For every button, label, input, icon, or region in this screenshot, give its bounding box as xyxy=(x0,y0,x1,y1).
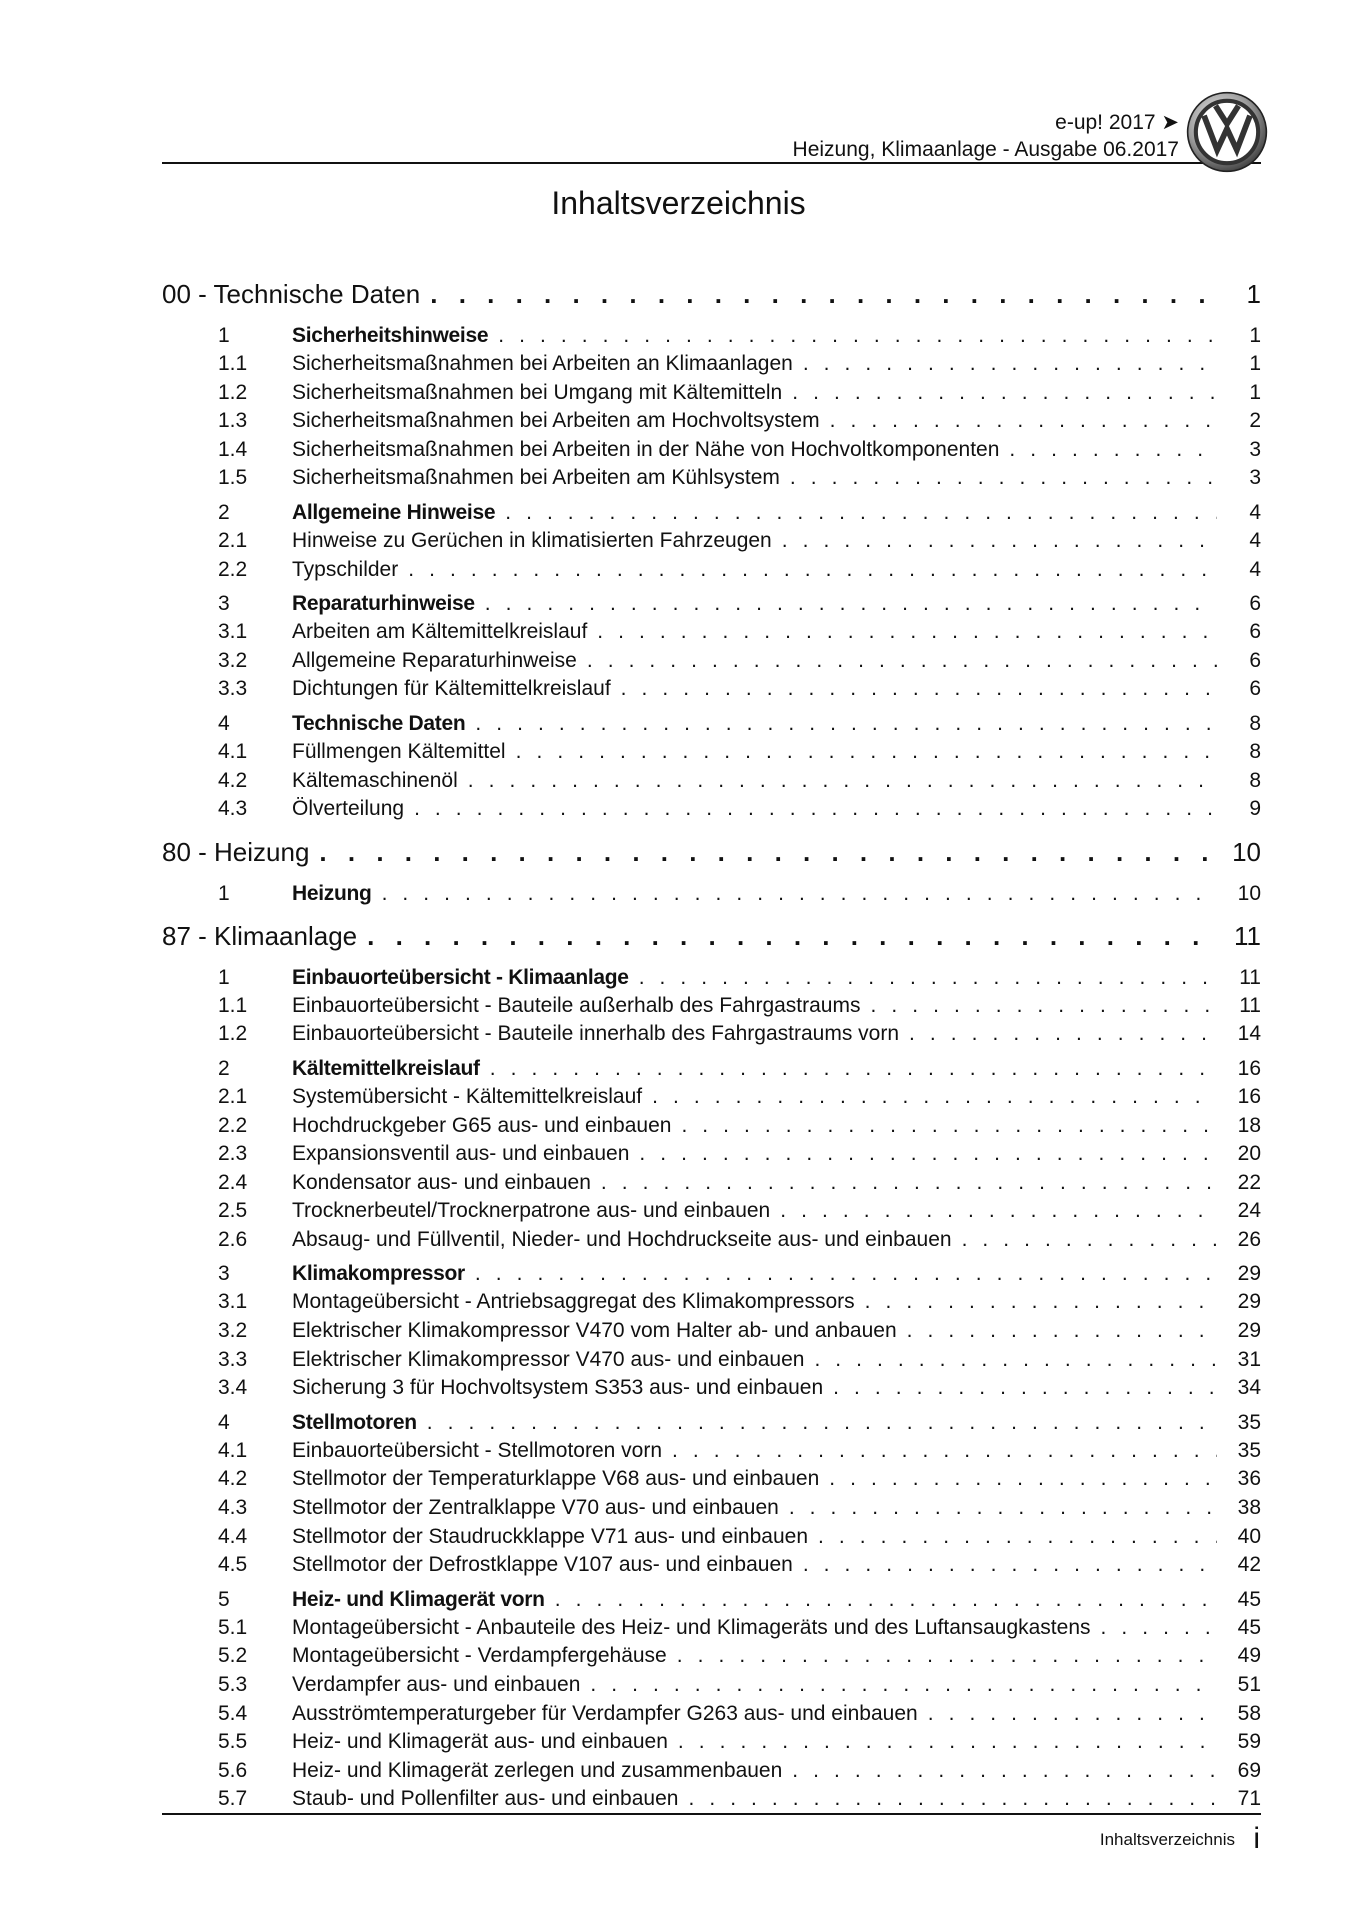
toc-entry-number: 1.4 xyxy=(218,437,248,461)
toc-entry-page: 34 xyxy=(1237,1376,1261,1400)
toc-entry-page: 29 xyxy=(1237,1319,1261,1343)
toc-dot-leader xyxy=(485,589,1217,618)
toc-entry-title: Heizung xyxy=(292,881,372,905)
toc-entry-title: Füllmengen Kältemittel xyxy=(292,739,506,763)
toc-entry-page: 22 xyxy=(1237,1170,1261,1194)
toc-entry-page: 16 xyxy=(1237,1084,1261,1108)
toc-entry-page: 24 xyxy=(1237,1199,1261,1223)
toc-entry-section[interactable] xyxy=(162,498,1261,527)
toc-entry-sub[interactable] xyxy=(162,1437,1261,1466)
toc-entry-number: 1.5 xyxy=(218,466,248,490)
header-model: e-up! 2017 ➤ xyxy=(1055,111,1179,134)
toc-entry-title: Klimakompressor xyxy=(292,1262,465,1286)
toc-entry-section[interactable] xyxy=(162,879,1261,908)
toc-dot-leader xyxy=(516,738,1217,767)
toc-entry-chapter[interactable] xyxy=(162,830,1261,874)
toc-entry-number: 1.1 xyxy=(218,993,248,1017)
toc-dot-leader xyxy=(830,407,1217,436)
toc-entry-title: Ausströmtemperaturgeber für Verdampfer G263 aus- und einbauen xyxy=(292,1701,918,1725)
toc-entry-title: Arbeiten am Kältemittelkreislauf xyxy=(292,620,588,644)
toc-entry-title: Stellmotor der Zentralklappe V70 aus- und einbauen xyxy=(292,1496,779,1520)
toc-entry-number: 2.5 xyxy=(218,1199,248,1223)
toc-entry-number: 4.3 xyxy=(218,1496,248,1520)
toc-entry-page: 59 xyxy=(1237,1730,1261,1754)
toc-entry-number: 4.5 xyxy=(218,1553,248,1577)
toc-entry-title: Sicherheitsmaßnahmen bei Arbeiten am Hochvoltsystem xyxy=(292,409,820,433)
toc-entry-page: 10 xyxy=(1232,836,1261,867)
toc-entry-title: Technische Daten xyxy=(292,711,466,735)
toc-entry-page: 18 xyxy=(1237,1113,1261,1137)
toc-dot-leader xyxy=(590,1671,1217,1700)
toc-dot-leader xyxy=(639,1140,1217,1169)
toc-dot-leader xyxy=(652,1083,1217,1112)
toc-entry-title: Hinweise zu Gerüchen in klimatisierten Fahrzeugen xyxy=(292,528,772,552)
toc-entry-page: 69 xyxy=(1237,1758,1261,1782)
toc-entry-sub[interactable] xyxy=(162,1465,1261,1494)
toc-entry-number: 4 xyxy=(218,1410,230,1434)
toc-entry-page: 6 xyxy=(1249,677,1261,701)
toc-entry-title: Montageübersicht - Anbauteile des Heiz- und Klimageräts und des Luftansaugkastens xyxy=(292,1615,1091,1639)
toc-entry-number: 5 xyxy=(218,1587,230,1611)
toc-entry-sub[interactable] xyxy=(162,436,1261,465)
toc-dot-leader xyxy=(597,618,1217,647)
toc-dot-leader xyxy=(829,1465,1217,1494)
table-of-contents xyxy=(162,266,1261,1814)
toc-dot-leader xyxy=(865,1288,1217,1317)
toc-entry-title: Reparaturhinweise xyxy=(292,592,475,616)
page-title: Inhaltsverzeichnis xyxy=(551,185,806,221)
toc-entry-number: 3.1 xyxy=(218,620,248,644)
toc-dot-leader xyxy=(688,1785,1217,1814)
toc-entry-title: Montageübersicht - Verdampfergehäuse xyxy=(292,1644,667,1668)
toc-entry-number: 3 xyxy=(218,1262,230,1286)
toc-entry-page: 45 xyxy=(1237,1587,1261,1611)
toc-entry-title: Sicherheitsmaßnahmen bei Umgang mit Kältemitteln xyxy=(292,380,783,404)
toc-entry-title: 87 - Klimaanlage xyxy=(162,920,358,951)
toc-entry-sub[interactable] xyxy=(162,407,1261,436)
toc-entry-page: 8 xyxy=(1249,768,1261,792)
toc-entry-title: Dichtungen für Kältemittelkreislauf xyxy=(292,677,611,701)
toc-entry-page: 26 xyxy=(1237,1227,1261,1251)
toc-entry-sub[interactable] xyxy=(162,1140,1261,1169)
toc-entry-title: Systemübersicht - Kältemittelkreislauf xyxy=(292,1084,643,1108)
toc-dot-leader xyxy=(870,992,1217,1021)
toc-entry-page: 11 xyxy=(1239,993,1261,1017)
toc-entry-page: 4 xyxy=(1249,557,1261,581)
toc-entry-title: Stellmotor der Temperaturklappe V68 aus- und einbauen xyxy=(292,1467,820,1491)
toc-dot-leader xyxy=(621,675,1217,704)
toc-entry-title: Typschilder xyxy=(292,557,399,581)
toc-dot-leader xyxy=(639,963,1217,992)
toc-dot-leader xyxy=(681,1112,1217,1141)
toc-entry-number: 1.2 xyxy=(218,380,248,404)
toc-dot-leader xyxy=(928,1700,1217,1729)
toc-entry-number: 5.4 xyxy=(218,1701,248,1725)
toc-entry-page: 4 xyxy=(1249,528,1261,552)
toc-entry-page: 4 xyxy=(1249,500,1261,524)
toc-entry-page: 42 xyxy=(1237,1553,1261,1577)
toc-entry-sub[interactable] xyxy=(162,1197,1261,1226)
toc-entry-section[interactable] xyxy=(162,1259,1261,1288)
toc-entry-title: Stellmotoren xyxy=(292,1410,417,1434)
toc-entry-title: Heiz- und Klimagerät vorn xyxy=(292,1587,545,1611)
toc-entry-number: 4.1 xyxy=(218,1438,248,1462)
toc-entry-sub[interactable] xyxy=(162,1112,1261,1141)
toc-entry-page: 71 xyxy=(1237,1787,1261,1811)
toc-dot-leader xyxy=(833,1374,1217,1403)
toc-dot-leader xyxy=(803,350,1217,379)
toc-entry-page: 16 xyxy=(1237,1056,1261,1080)
toc-dot-leader xyxy=(490,1054,1217,1083)
toc-entry-title: Sicherheitsmaßnahmen bei Arbeiten in der Nähe von Hochvoltkomponenten xyxy=(292,437,1000,461)
toc-entry-sub[interactable] xyxy=(162,1494,1261,1523)
toc-dot-leader xyxy=(962,1226,1217,1255)
toc-entry-number: 2.6 xyxy=(218,1227,248,1251)
header-rule xyxy=(162,162,1261,164)
toc-entry-title: Kondensator aus- und einbauen xyxy=(292,1170,591,1194)
toc-dot-leader xyxy=(468,767,1217,796)
toc-entry-number: 1 xyxy=(218,881,230,905)
toc-entry-title: Elektrischer Klimakompressor V470 aus- und einbauen xyxy=(292,1347,805,1371)
toc-dot-leader xyxy=(475,1259,1217,1288)
toc-entry-page: 10 xyxy=(1237,881,1261,905)
toc-entry-sub[interactable] xyxy=(162,527,1261,556)
vw-logo-icon xyxy=(1186,91,1268,173)
toc-entry-title: Montageübersicht - Antriebsaggregat des Klimakompressors xyxy=(292,1290,855,1314)
toc-entry-title: Absaug- und Füllventil, Nieder- und Hochdruckseite aus- und einbauen xyxy=(292,1227,952,1251)
toc-entry-page: 51 xyxy=(1237,1673,1261,1696)
toc-entry-sub[interactable] xyxy=(162,647,1261,676)
toc-dot-leader xyxy=(780,1197,1217,1226)
toc-entry-sub[interactable] xyxy=(162,1757,1261,1786)
toc-entry-number: 3.4 xyxy=(218,1376,248,1400)
toc-entry-page: 38 xyxy=(1237,1496,1261,1520)
toc-entry-sub[interactable] xyxy=(162,1317,1261,1346)
toc-entry-page: 29 xyxy=(1237,1262,1261,1286)
toc-entry-sub[interactable] xyxy=(162,1551,1261,1580)
toc-entry-number: 4.1 xyxy=(218,739,248,763)
header-subtitle: Heizung, Klimaanlage - Ausgabe 06.2017 xyxy=(792,138,1179,161)
toc-entry-sub[interactable] xyxy=(162,1346,1261,1375)
toc-entry-number: 1.1 xyxy=(218,352,248,375)
toc-entry-sub[interactable] xyxy=(162,464,1261,493)
toc-entry-chapter[interactable] xyxy=(162,272,1261,316)
toc-entry-page: 29 xyxy=(1237,1290,1261,1314)
toc-entry-title: Sicherung 3 für Hochvoltsystem S353 aus- und einbauen xyxy=(292,1376,824,1400)
toc-entry-page: 58 xyxy=(1237,1701,1261,1725)
toc-entry-number: 1 xyxy=(218,965,230,989)
toc-entry-title: Trocknerbeutel/Trocknerpatrone aus- und einbauen xyxy=(292,1199,771,1223)
toc-entry-title: Heiz- und Klimagerät aus- und einbauen xyxy=(292,1730,668,1754)
toc-entry-title: Stellmotor der Defrostklappe V107 aus- und einbauen xyxy=(292,1553,793,1577)
toc-entry-section[interactable] xyxy=(162,321,1261,350)
toc-entry-page: 9 xyxy=(1249,797,1261,821)
toc-dot-leader xyxy=(678,1728,1217,1757)
toc-entry-page: 1 xyxy=(1246,279,1261,309)
toc-dot-leader xyxy=(427,1408,1217,1437)
toc-entry-sub[interactable] xyxy=(162,1614,1261,1643)
toc-entry-sub[interactable] xyxy=(162,1020,1261,1049)
toc-entry-page: 8 xyxy=(1249,711,1261,735)
toc-dot-leader xyxy=(818,1523,1217,1552)
toc-entry-sub[interactable] xyxy=(162,379,1261,408)
toc-dot-leader xyxy=(792,1757,1217,1786)
toc-entry-number: 1.3 xyxy=(218,409,248,433)
toc-entry-title: Einbauorteübersicht - Bauteile innerhalb des Fahrgastraums vorn xyxy=(292,1022,900,1046)
toc-entry-sub[interactable] xyxy=(162,795,1261,824)
toc-entry-number: 3.3 xyxy=(218,1347,248,1371)
toc-dot-leader xyxy=(319,830,1217,874)
toc-entry-title: Einbauorteübersicht - Stellmotoren vorn xyxy=(292,1438,663,1462)
toc-entry-page: 3 xyxy=(1249,437,1261,461)
toc-entry-number: 4.2 xyxy=(218,1467,248,1491)
toc-entry-page: 1 xyxy=(1249,380,1261,404)
toc-entry-sub[interactable] xyxy=(162,767,1261,796)
toc-entry-title: 80 - Heizung xyxy=(162,836,310,867)
toc-entry-title: Kältemaschinenöl xyxy=(292,768,458,792)
toc-entry-page: 11 xyxy=(1234,920,1261,951)
toc-dot-leader xyxy=(907,1317,1217,1346)
toc-entry-number: 4 xyxy=(218,711,230,735)
toc-entry-number: 4.2 xyxy=(218,768,248,792)
toc-dot-leader xyxy=(367,914,1217,958)
toc-entry-title: Einbauorteübersicht - Bauteile außerhalb des Fahrgastraums xyxy=(292,993,861,1017)
toc-entry-number: 2.2 xyxy=(218,1113,248,1137)
toc-entry-sub[interactable] xyxy=(162,1226,1261,1255)
toc-entry-page: 6 xyxy=(1249,648,1261,672)
toc-entry-title: Allgemeine Reparaturhinweise xyxy=(292,648,577,672)
toc-entry-title: Expansionsventil aus- und einbauen xyxy=(292,1142,630,1166)
toc-dot-leader xyxy=(505,498,1217,527)
toc-entry-sub[interactable] xyxy=(162,1700,1261,1729)
toc-entry-number: 2.4 xyxy=(218,1170,248,1194)
toc-entry-page: 3 xyxy=(1249,466,1261,490)
toc-entry-number: 3.2 xyxy=(218,648,248,672)
toc-entry-number: 2.3 xyxy=(218,1142,248,1166)
toc-entry-number: 5.5 xyxy=(218,1730,248,1754)
footer-page-number: i xyxy=(1253,1822,1260,1855)
toc-entry-chapter[interactable] xyxy=(162,914,1261,958)
toc-entry-number: 2 xyxy=(218,500,230,524)
toc-dot-leader xyxy=(475,709,1217,738)
toc-entry-page: 1 xyxy=(1249,352,1261,375)
toc-entry-sub[interactable] xyxy=(162,350,1261,379)
toc-entry-number: 1.2 xyxy=(218,1022,248,1046)
toc-entry-page: 2 xyxy=(1249,409,1261,433)
toc-dot-leader xyxy=(382,879,1217,908)
toc-dot-leader xyxy=(498,321,1217,350)
toc-entry-sub[interactable] xyxy=(162,1642,1261,1671)
toc-entry-number: 2 xyxy=(218,1056,230,1080)
toc-entry-title: Kältemittelkreislauf xyxy=(292,1056,480,1080)
toc-entry-sub[interactable] xyxy=(162,738,1261,767)
toc-entry-sub[interactable] xyxy=(162,1523,1261,1552)
toc-entry-page: 6 xyxy=(1249,592,1261,616)
toc-dot-leader xyxy=(555,1585,1217,1614)
toc-entry-number: 3 xyxy=(218,592,230,616)
toc-entry-number: 3.1 xyxy=(218,1290,248,1314)
toc-dot-leader xyxy=(814,1346,1217,1375)
toc-entry-page: 31 xyxy=(1237,1347,1261,1371)
toc-entry-page: 35 xyxy=(1237,1410,1261,1434)
toc-dot-leader xyxy=(601,1169,1217,1198)
toc-dot-leader xyxy=(414,795,1217,824)
toc-entry-section[interactable] xyxy=(162,589,1261,618)
toc-entry-title: Allgemeine Hinweise xyxy=(292,500,496,524)
toc-entry-page: 1 xyxy=(1249,324,1261,347)
toc-entry-page: 49 xyxy=(1237,1644,1261,1668)
toc-entry-title: Verdampfer aus- und einbauen xyxy=(292,1673,581,1696)
toc-entry-number: 3.3 xyxy=(218,677,248,701)
toc-entry-sub[interactable] xyxy=(162,992,1261,1021)
toc-entry-page: 8 xyxy=(1249,739,1261,763)
toc-entry-sub[interactable] xyxy=(162,1288,1261,1317)
toc-entry-number: 2.1 xyxy=(218,528,248,552)
toc-entry-title: Ölverteilung xyxy=(292,797,405,821)
toc-entry-title: 00 - Technische Daten xyxy=(162,279,421,309)
toc-entry-page: 36 xyxy=(1237,1467,1261,1491)
toc-entry-page: 14 xyxy=(1237,1022,1261,1046)
toc-dot-leader xyxy=(782,527,1217,556)
toc-entry-number: 5.6 xyxy=(218,1758,248,1782)
toc-entry-page: 40 xyxy=(1237,1524,1261,1548)
toc-entry-title: Einbauorteübersicht - Klimaanlage xyxy=(292,965,629,989)
toc-dot-leader xyxy=(790,464,1217,493)
toc-dot-leader xyxy=(430,272,1217,316)
toc-entry-section[interactable] xyxy=(162,1408,1261,1437)
toc-entry-sub[interactable] xyxy=(162,675,1261,704)
toc-entry-title: Sicherheitsmaßnahmen bei Arbeiten an Klimaanlagen xyxy=(292,352,793,375)
toc-entry-title: Sicherheitshinweise xyxy=(292,324,489,347)
toc-dot-leader xyxy=(803,1551,1217,1580)
toc-entry-number: 5.1 xyxy=(218,1615,248,1639)
toc-entry-title: Heiz- und Klimagerät zerlegen und zusammenbauen xyxy=(292,1758,783,1782)
toc-entry-sub[interactable] xyxy=(162,1374,1261,1403)
toc-entry-sub[interactable] xyxy=(162,1785,1261,1814)
toc-entry-number: 2.1 xyxy=(218,1084,248,1108)
toc-entry-title: Hochdruckgeber G65 aus- und einbauen xyxy=(292,1113,672,1137)
toc-entry-number: 1 xyxy=(218,324,230,347)
toc-entry-number: 4.4 xyxy=(218,1524,248,1548)
toc-dot-leader xyxy=(1101,1614,1218,1643)
toc-dot-leader xyxy=(789,1494,1217,1523)
toc-entry-number: 5.3 xyxy=(218,1673,248,1696)
toc-entry-page: 20 xyxy=(1237,1142,1261,1166)
toc-entry-title: Staub- und Pollenfilter aus- und einbauen xyxy=(292,1787,679,1811)
toc-entry-title: Sicherheitsmaßnahmen bei Arbeiten am Kühlsystem xyxy=(292,466,780,490)
toc-entry-page: 6 xyxy=(1249,620,1261,644)
toc-dot-leader xyxy=(792,379,1217,408)
toc-entry-section[interactable] xyxy=(162,1054,1261,1083)
toc-dot-leader xyxy=(1009,436,1217,465)
toc-entry-section[interactable] xyxy=(162,709,1261,738)
toc-entry-section[interactable] xyxy=(162,963,1261,992)
toc-entry-section[interactable] xyxy=(162,1585,1261,1614)
toc-entry-sub[interactable] xyxy=(162,1083,1261,1112)
toc-entry-number: 5.7 xyxy=(218,1787,248,1811)
toc-dot-leader xyxy=(677,1642,1217,1671)
toc-entry-title: Stellmotor der Staudruckklappe V71 aus- und einbauen xyxy=(292,1524,808,1548)
toc-entry-number: 3.2 xyxy=(218,1319,248,1343)
toc-entry-number: 2.2 xyxy=(218,557,248,581)
footer-label: Inhaltsverzeichnis xyxy=(1099,1830,1235,1849)
toc-entry-number: 5.2 xyxy=(218,1644,248,1668)
toc-dot-leader xyxy=(408,556,1217,585)
toc-entry-sub[interactable] xyxy=(162,618,1261,647)
toc-dot-leader xyxy=(909,1020,1217,1049)
toc-entry-sub[interactable] xyxy=(162,556,1261,585)
toc-dot-leader xyxy=(587,647,1217,676)
toc-entry-sub[interactable] xyxy=(162,1728,1261,1757)
toc-entry-sub[interactable] xyxy=(162,1169,1261,1198)
toc-entry-page: 11 xyxy=(1239,965,1261,989)
toc-dot-leader xyxy=(672,1437,1217,1466)
footer-rule xyxy=(162,1813,1261,1815)
toc-entry-page: 35 xyxy=(1237,1438,1261,1462)
toc-entry-page: 45 xyxy=(1237,1615,1261,1639)
toc-entry-sub[interactable] xyxy=(162,1671,1261,1700)
toc-entry-title: Elektrischer Klimakompressor V470 vom Halter ab- und anbauen xyxy=(292,1319,897,1343)
toc-entry-number: 4.3 xyxy=(218,797,248,821)
